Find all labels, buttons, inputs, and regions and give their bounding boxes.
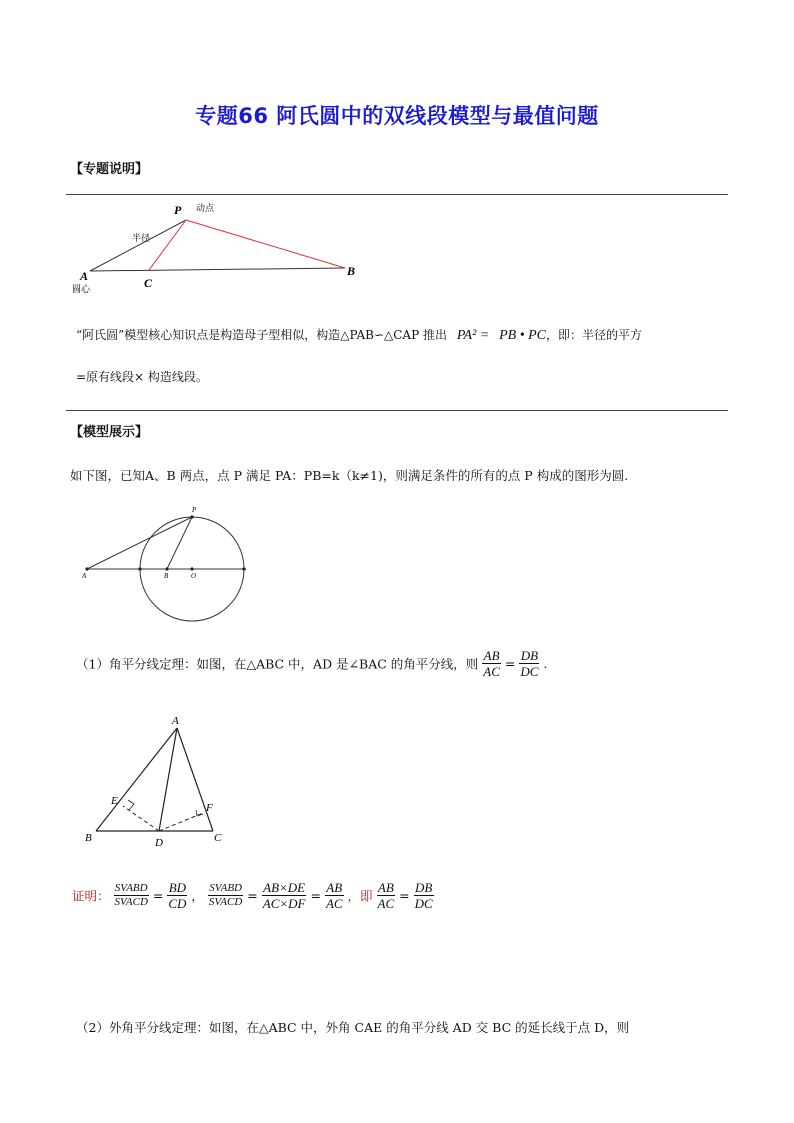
fraction-ab-ac-2: $\frac{AB}{AC}$ (377, 880, 395, 911)
page-title: 专题66 阿氏圆中的双线段模型与最值问题 (195, 104, 599, 128)
label-A: A (80, 269, 89, 283)
equals-3: = (310, 888, 321, 903)
line-PB (167, 517, 192, 569)
line-AP (90, 220, 186, 271)
perpendicular-DE (123, 806, 159, 831)
equals-1: = (152, 888, 164, 903)
label-P: P (192, 506, 197, 514)
point-P (190, 515, 193, 518)
label-P: P (174, 203, 182, 217)
right-angle-E (128, 800, 134, 810)
description-line-2: =原有线段× 构造线段。 (76, 370, 208, 384)
equals-2: = (247, 888, 258, 903)
label-E: E (111, 795, 118, 807)
formula-pa-squared: PA² = (456, 328, 490, 343)
label-C: C (144, 276, 153, 290)
label-D: D (155, 837, 163, 849)
fraction-area-ratio-1: $\frac{\text{SVABD}}{\text{SVACD}}$ (114, 882, 148, 908)
fraction-ab-ac-1: $\frac{AB}{AC}$ (325, 880, 343, 911)
side-AC (177, 728, 213, 831)
right-angle-F (196, 810, 203, 816)
description-line-1 (76, 326, 642, 344)
proof-line (72, 880, 434, 911)
formula-pb-pc: PB • PC (499, 328, 546, 343)
equals-4: = (399, 888, 410, 903)
side-AB (96, 728, 177, 831)
theorem-text: （1）角平分线定理：如图，在△ABC 中，AD 是∠BAC 的角平分线，则 (76, 656, 479, 672)
line-AP (87, 517, 192, 569)
description-prefix: “阿氏圆”模型核心知识点是构造母子型相似，构造△PAB∽△CAP 推出 (76, 328, 447, 342)
divider-top (66, 194, 728, 195)
divider-middle (66, 410, 728, 411)
bisector-AD (159, 728, 177, 831)
line-PB (186, 220, 345, 268)
point-O (190, 567, 193, 570)
label-A: A (172, 715, 179, 727)
paragraph-circle-definition: 如下图，已知A、B 两点，点 P 满足 PA：PB=k（k≠1)，则满足条件的所有的点 P 构成的图形为圆. (70, 468, 629, 483)
label-B: B (347, 264, 356, 278)
label-F: F (206, 802, 213, 814)
section-heading-explanation: 【专题说明】 (70, 162, 149, 177)
fraction-ab-ac: $\frac{AB}{AC}$ (483, 648, 500, 679)
period: . (543, 656, 548, 671)
point-A (85, 567, 88, 570)
figure-angle-bisector (80, 710, 230, 850)
label-radius: 半径 (132, 233, 151, 243)
line-PC (149, 220, 186, 270)
angle-bisector-theorem (76, 648, 547, 679)
line-AB (90, 268, 345, 271)
perpendicular-DF (159, 813, 203, 831)
fraction-area-ratio-2: $\frac{\text{SVABD}}{\text{SVACD}}$ (208, 882, 243, 908)
separator: ， (191, 888, 204, 904)
proof-label: 证明： (72, 888, 110, 904)
label-A: A (82, 572, 87, 580)
fraction-db-dc-2: $\frac{DB}{DC}$ (414, 880, 433, 911)
fraction-product-ratio: $\frac{AB\times DE}{AC\times DF}$ (262, 880, 306, 911)
label-C: C (214, 832, 222, 844)
exterior-angle-bisector-theorem: （2）外角平分线定理：如图，在△ABC 中，外角 CAE 的角平分线 AD 交 BC 的延长线于点 D，则 (76, 1020, 630, 1035)
label-B: B (85, 832, 92, 844)
fraction-db-dc: $\frac{DB}{DC}$ (520, 648, 539, 679)
equals-sign: = (504, 656, 516, 671)
label-O: O (191, 572, 197, 580)
point-right-intersection (242, 567, 245, 570)
therefore-label: ，即 (347, 888, 373, 904)
label-moving-point: 动点 (196, 203, 215, 213)
description-suffix: ，即：半径的平方 (546, 328, 643, 342)
fraction-bd-cd: $\frac{BD}{CD}$ (168, 880, 187, 911)
label-B: B (164, 572, 169, 580)
point-B (165, 567, 168, 570)
figure-apollonius-triangle (60, 196, 380, 296)
label-center: 圆心 (72, 284, 91, 294)
figure-apollonius-circle (78, 500, 258, 625)
point-left-intersection (138, 567, 141, 570)
section-heading-model: 【模型展示】 (70, 425, 149, 440)
